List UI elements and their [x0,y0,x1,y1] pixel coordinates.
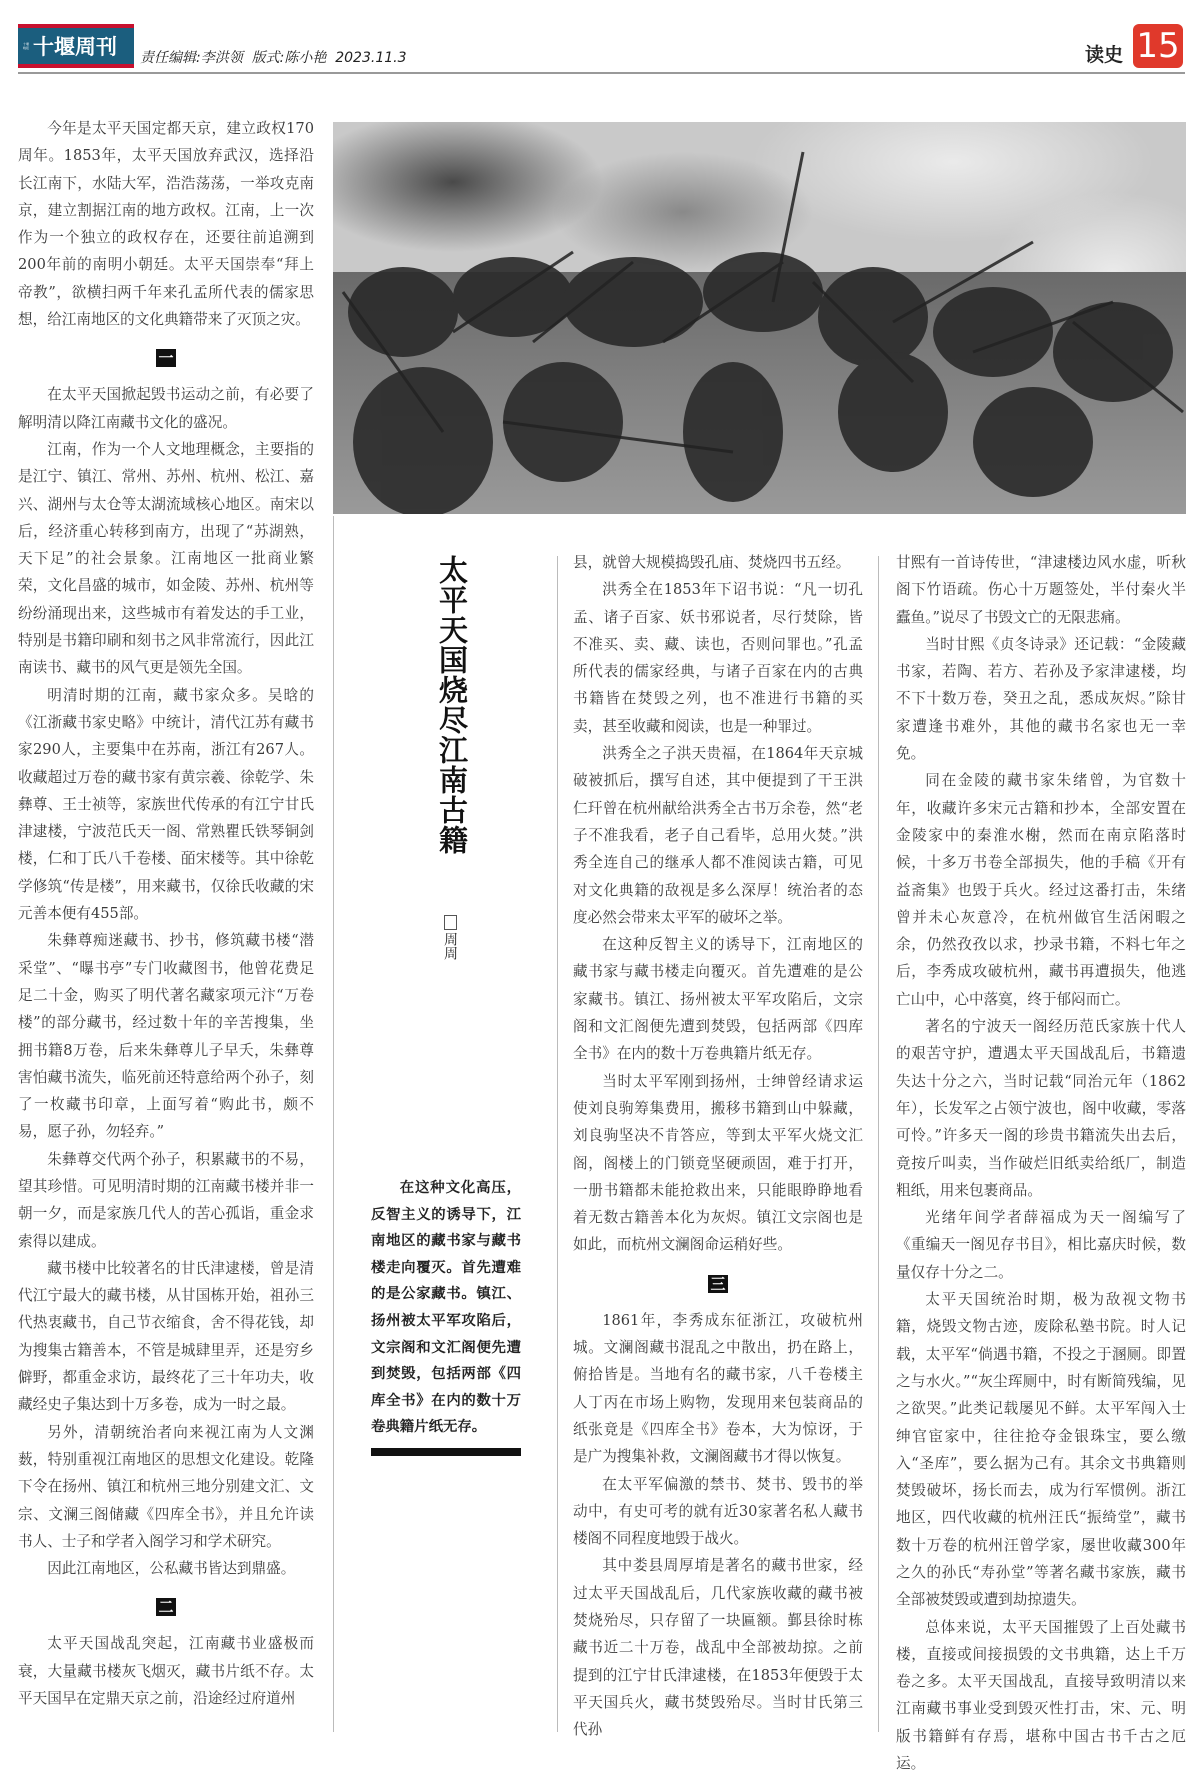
section-marker-1: 一 [156,349,176,367]
section-name: 读史 [1085,44,1124,66]
paragraph: 在太平军偏激的禁书、焚书、毁书的举动中，有史可考的就有近30家著名私人藏书楼阁不同程度地毁于战火。 [573,1475,863,1548]
page-number-badge: 15 [1133,24,1183,68]
masthead-title: 十堰周刊 [33,34,117,59]
byline [440,915,460,960]
paragraph: 因此江南地区，公私藏书皆达到鼎盛。 [47,1560,296,1578]
byline-box-icon [444,915,457,930]
paragraph: 朱彝尊交代两个孙子，积累藏书的不易，望其珍惜。可见明清时期的江南藏书楼并非一朝一夕，而是家族几代人的苦心孤诣，重金求索得以建成。 [18,1150,314,1250]
column-divider [878,556,879,1732]
paragraph: 当时甘熙《贞冬诗录》还记载：“金陵藏书家，若陶、若方、若孙及予家津逮楼，均不下十数万卷，癸丑之乱，悉成灰烬。”除甘家遭逢书难外，其他的藏书名家也无一幸免。 [896,635,1186,763]
masthead-small-text: 十堰晚报 [23,42,30,50]
paragraph: 光绪年间学者薛福成为天一阁编写了《重编天一阁见存书目》，相比嘉庆时候，数量仅存十分之二。 [896,1209,1186,1281]
paragraph: 洪秀全之子洪天贵福，在1864年天京城破被抓后，撰写自述，其中便提到了干王洪仁玕曾在杭州献给洪秀全古书万余卷，然“老子不准我看，老子自己看毕，总用火焚。”洪秀全连自己的继承人都不准阅读古籍，可见对文化典籍的敌视是多么深厚！统治者的态度必然会带来太平军的破坏之举。 [573,745,863,926]
paragraph: 太平天国统治时期，极为敌视文物书籍，烧毁文物古迹，废除私塾书院。时人记载，太平军“倘遇书籍，不投之于溷厕。即置之与水火。”“灰尘珲厕中，时有断简残编，见之欲哭。”此类记载屡见不鲜。太平军闯入士绅官宦家中，往往抢夺金银珠宝，要么缴入“圣库”，要么据为己有。其余文书典籍则焚毁破坏，扬长而去，成为行军惯例。浙江地区，四代收藏的杭州汪氏“振绮堂”，藏书数十万卷的杭州汪曾学家，屡世收藏300年之久的孙氏“寿孙堂”等著名藏书家族，藏书全部被焚毁或遭到劫掠遗失。 [896,1291,1186,1609]
paragraph: 1861年，李秀成东征浙江，攻破杭州城。文澜阁藏书混乱之中散出，扔在路上，俯拾皆是。当地有名的藏书家，八千卷楼主人丁丙在市场上购物，发现用来包装商品的纸张竟是《四库全书》卷本，大为惊讶，于是广为搜集补救，文澜阁藏书才得以恢复。 [573,1311,863,1466]
author-name: 周周 [442,932,458,960]
header-divider [18,72,1185,74]
editor-credits: 责任编辑:李洪领 版式:陈小艳 2023.11.3 [140,50,407,66]
article-column-4 [896,549,1186,1777]
paragraph: 在这种反智主义的诱导下，江南地区的藏书家与藏书楼走向覆灭。首先遭难的是公家藏书。镇江、扬州被太平军攻陷后，文宗阁和文汇阁便先遭到焚毁，包括两部《四库全书》在内的数十万卷典籍片纸无存。 [573,936,863,1063]
paragraph: 当时太平军刚到扬州，士绅曾经请求运使刘良驹筹集费用，搬移书籍到山中躲藏，刘良驹坚决不肯答应，等到太平军火烧文汇阁，阁楼上的门锁竟坚硬顽固，难于打开，一册书籍都未能抢救出来，只能眼睁睁地看着无数古籍善本化为灰烬。镇江文宗阁也是如此，而杭州文澜阁命运稍好些。 [573,1072,863,1254]
battle-scene-image [333,122,1186,514]
pull-quote [371,1175,521,1441]
pull-quote-text: 在这种文化高压，反智主义的诱导下，江南地区的藏书家与藏书楼走向覆灭。首先遭难的是公家藏书。镇江、扬州被太平军攻陷后，文宗阁和文汇阁便先遭到焚毁，包括两部《四库全书》在内的数十万卷典籍片纸无存。 [371,1179,521,1436]
paragraph: 县，就曾大规模捣毁孔庙、焚烧四书五经。 [573,554,851,571]
column-divider [557,556,558,1732]
paragraph: 洪秀全在1853年下诏书说：“凡一切孔孟、诸子百家、妖书邪说者，尽行焚除，皆不准买、卖、藏、读也，否则问罪也。”孔孟所代表的儒家经典，与诸子百家在内的古典书籍皆在焚毁之列，也不准进行书籍的买卖，甚至收藏和阅读，也是一种罪过。 [573,581,863,735]
column-divider [333,516,334,1732]
paragraph: 甘熙有一首诗传世，“津逮楼边风水虚，听秋阁下竹语疏。伤心十万题签处，半付秦火半蠹鱼。”说尽了书毁文亡的无限悲痛。 [896,554,1186,626]
battle-photo [333,122,1186,514]
pull-quote-bar [371,1448,521,1456]
paragraph: 藏书楼中比较著名的甘氏津逮楼，曾是清代江宁最大的藏书楼，从甘国栋开始，祖孙三代热衷藏书，自己节衣缩食，舍不得花钱，却为搜集古籍善本，不管是城肆里弄，还是穷乡僻野，都重金求访，最终花了三十年功夫，收藏经史子集达到十万多卷，成为一时之最。 [18,1259,314,1414]
paragraph: 太平天国战乱突起，江南藏书业盛极而衰，大量藏书楼灰飞烟灭，藏书片纸不存。太平天国早在定鼎天京之前，沿途经过府道州 [18,1635,314,1708]
section-marker-2: 二 [156,1598,176,1616]
masthead-logo [18,24,134,68]
section-marker-3: 三 [708,1275,728,1293]
paragraph: 在太平天国掀起毁书运动之前，有必要了解明清以降江南藏书文化的盛况。 [18,386,314,431]
paragraph: 明清时期的江南，藏书家众多。吴晗的《江浙藏书家史略》中统计，清代江苏有藏书家290人，主要集中在苏南，浙江有267人。收藏超过万卷的藏书家有黄宗羲、徐乾学、朱彝尊、王士祯等，家族世代传承的有江宁甘氏津逮楼，宁波范氏天一阁、常熟瞿氏铁琴铜剑楼，仁和丁氏八千卷楼、皕宋楼等。其中徐乾学修筑“传是楼”，用来藏书，仅徐氏收藏的宋元善本便有455部。 [18,686,314,923]
paragraph: 著名的宁波天一阁经历范氏家族十代人的艰苦守护，遭遇太平天国战乱后，书籍遗失达十分之六，当时记载“同治元年（1862年），长发军之占领宁波也，阁中收藏，零落可怜。”许多天一阁的珍贵书籍流失出去后，竟按斤叫卖，当作破烂旧纸卖给纸厂，制造粗纸，用来包裹商品。 [896,1018,1186,1199]
paragraph: 另外，清朝统治者向来视江南为人文渊薮，特别重视江南地区的思想文化建设。乾隆下令在扬州、镇江和杭州三地分别建文汇、文宗、文澜三阁储藏《四库全书》，并且允许读书人、士子和学者入阁学习和学术研究。 [18,1423,314,1550]
article-title: 太平天国烧尽江南古籍 [435,555,469,855]
paragraph: 朱彝尊痴迷藏书、抄书，修筑藏书楼“潜采堂”、“曝书亭”专门收藏图书，他曾花费足足二十金，购买了明代著名藏家项元汴“万卷楼”的部分藏书，经过数十年的辛苦搜集，坐拥书籍8万卷，后来朱彝尊儿子早夭，朱彝尊害怕藏书流失，临死前还特意给两个孙子，刻了一枚藏书印章，上面写着“购此书，颇不易，愿子孙，勿轻弃。” [18,932,314,1141]
paragraph: 同在金陵的藏书家朱绪曾，为官数十年，收藏许多宋元古籍和抄本，全部安置在金陵家中的秦淮水榭，然而在南京陷落时候，十多万书卷全部损失，他的手稿《开有益斋集》也毁于兵火。经过这番打击，朱绪曾并未心灰意冷，在杭州做官生活闲暇之余，仍然孜孜以求，抄录书籍，不料七年之后，李秀成攻破杭州，藏书再遭损失，他逃亡山中，心中落寞，终于郁闷而亡。 [896,772,1186,1008]
paragraph: 今年是太平天国定都天京，建立政权170周年。1853年，太平天国放弃武汉，选择沿长江南下，水陆大军，浩浩荡荡，一举攻克南京，建立割据江南的地方政权。江南，上一次作为一个独立的政权存在，还要往前追溯到200年前的南明小朝廷。太平天国崇奉“拜上帝教”，欲横扫两千年来孔孟所代表的儒家思想，给江南地区的文化典籍带来了灭顶之灾。 [18,120,314,329]
paragraph: 江南，作为一个人文地理概念，主要指的是江宁、镇江、常州、苏州、杭州、松江、嘉兴、湖州与太仓等太湖流域核心地区。南宋以后，经济重心转移到南方，出现了“苏湖熟，天下足”的社会景象。江南地区一批商业繁荣，文化昌盛的城市，如金陵、苏州、杭州等纷纷涌现出来，这些城市有着发达的手工业，特别是书籍印刷和刻书之风非常流行，因此江南读书、藏书的风气更是领先全国。 [18,440,314,677]
article-column-3 [573,549,863,1743]
paragraph: 其中娄县周厚堉是著名的藏书世家，经过太平天国战乱后，几代家族收藏的藏书被焚烧殆尽，只存留了一块匾额。鄞县徐时栋藏书近二十万卷，战乱中全部被劫掠。之前提到的江宁甘氏津逮楼，在1853年便毁于太平天国兵火，藏书焚毁殆尽。当时甘氏第三代孙 [573,1557,863,1739]
article-column-1 [18,115,314,1712]
paragraph: 总体来说，太平天国摧毁了上百处藏书楼，直接或间接损毁的文书典籍，达上千万卷之多。太平天国战乱，直接导致明清以来江南藏书事业受到毁灭性打击，宋、元、明版书籍鲜有存焉，堪称中国古书千古之厄运。 [896,1618,1186,1773]
